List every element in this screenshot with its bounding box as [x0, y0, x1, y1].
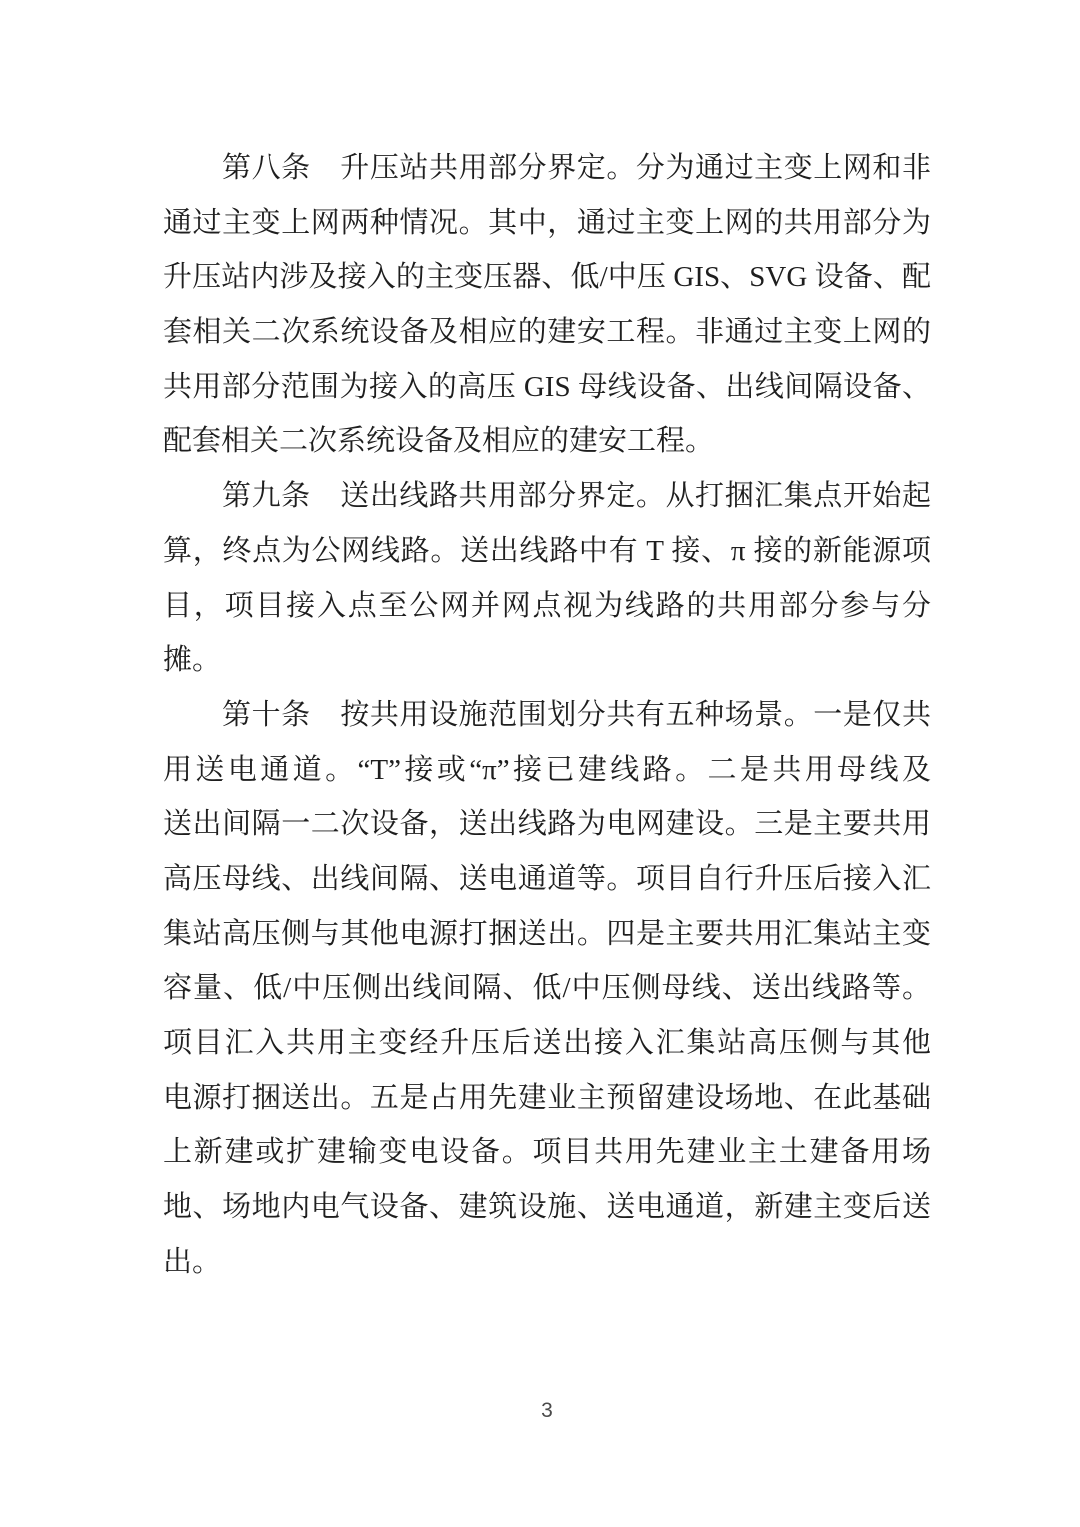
text-line: 送出间隔一二次设备，送出线路为电网建设。三是主要共用: [163, 808, 931, 841]
text-line: 算，终点为公网线路。送出线路中有 T 接、π 接的新能源项: [163, 534, 931, 567]
text-line: 容量、低/中压侧出线间隔、低/中压侧母线、送出线路等。: [163, 972, 931, 1005]
text-line: 地、场地内电气设备、建筑设施、送电通道，新建主变后送: [163, 1191, 931, 1224]
text-line: 集站高压侧与其他电源打捆送出。四是主要共用汇集站主变: [163, 917, 931, 950]
text-line: 套相关二次系统设备及相应的建安工程。非通过主变上网的: [163, 316, 931, 349]
text-line: 通过主变上网两种情况。其中，通过主变上网的共用部分为: [163, 206, 931, 239]
text-line: 升压站内涉及接入的主变压器、低/中压 GIS、SVG 设备、配: [163, 261, 931, 294]
text-line: 上新建或扩建输变电设备。项目共用先建业主土建备用场: [163, 1136, 931, 1169]
document-body: [163, 141, 931, 1289]
text-line: 目，项目接入点至公网并网点视为线路的共用部分参与分: [163, 589, 931, 622]
text-line: 出。: [163, 1245, 222, 1278]
page-number: 3: [541, 1399, 553, 1422]
text-line: 项目汇入共用主变经升压后送出接入汇集站高压侧与其他: [163, 1027, 931, 1059]
text-line: 电源打捆送出。五是占用先建业主预留建设场地、在此基础: [163, 1081, 931, 1114]
text-line: 共用部分范围为接入的高压 GIS 母线设备、出线间隔设备、: [163, 370, 931, 403]
text-line: 第九条 送出线路共用部分界定。从打捆汇集点开始起: [222, 480, 931, 513]
text-line: 第十条 按共用设施范围划分共有五种场景。一是仅共: [222, 698, 931, 731]
text-line: 摊。: [163, 644, 222, 677]
text-line: 高压母线、出线间隔、送电通道等。项目自行升压后接入汇: [163, 862, 931, 895]
text-line: 配套相关二次系统设备及相应的建安工程。: [163, 425, 715, 458]
text-line: 第八条 升压站共用部分界定。分为通过主变上网和非: [222, 152, 931, 184]
text-line: 用送电通道。“T”接或“π”接已建线路。二是共用母线及: [163, 753, 931, 786]
